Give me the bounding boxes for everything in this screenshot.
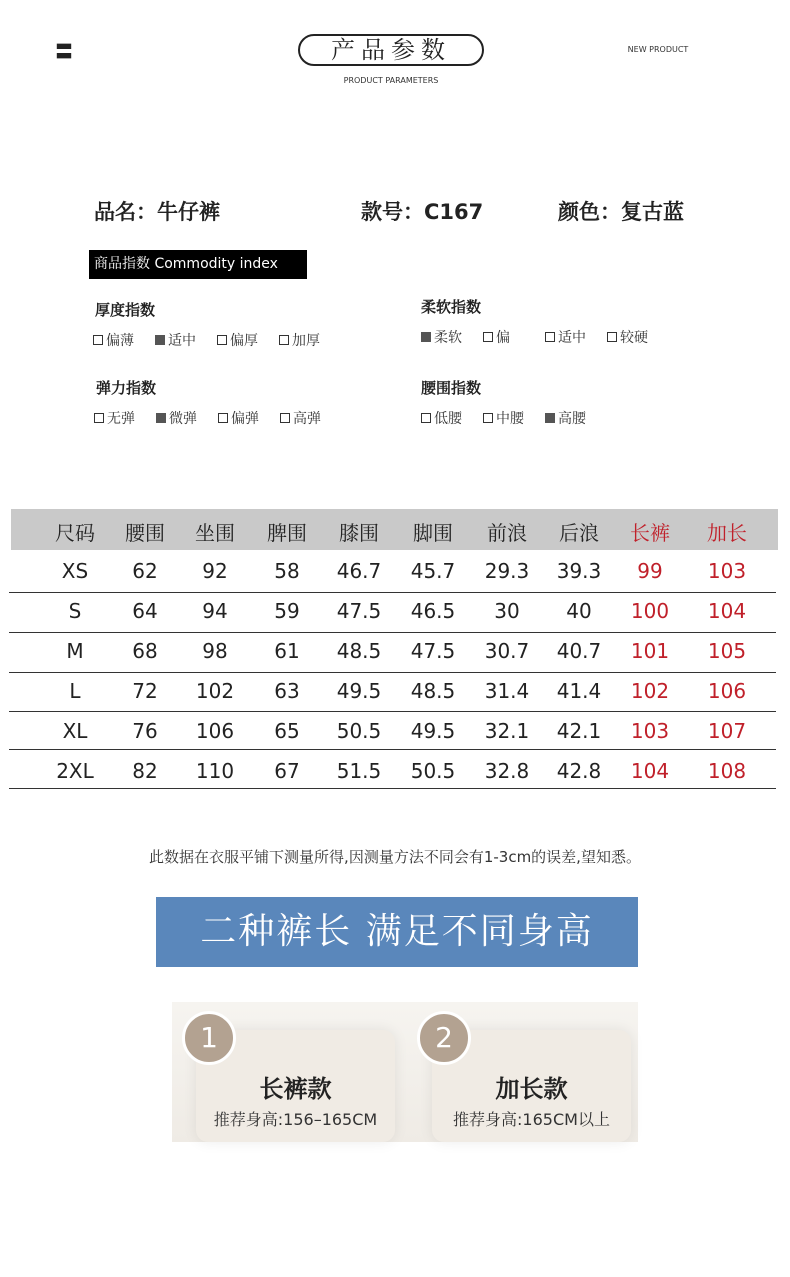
table-cell: 31.4 bbox=[484, 679, 530, 703]
checkbox-icon bbox=[218, 413, 228, 423]
option-label: 高弹 bbox=[293, 411, 321, 427]
elasticity-option bbox=[94, 408, 135, 428]
option-label: 微弹 bbox=[169, 411, 197, 427]
option-label: 无弹 bbox=[107, 411, 135, 427]
elasticity-options bbox=[94, 408, 354, 426]
new-product-label: NEW PRODUCT bbox=[627, 45, 689, 54]
table-header-cell: 脚围 bbox=[413, 521, 453, 545]
table-cell: 100 bbox=[630, 599, 670, 623]
table-cell: 101 bbox=[630, 639, 670, 663]
product-name-label: 品名： bbox=[94, 200, 157, 224]
product-style-label: 款号： bbox=[361, 200, 424, 224]
option-label: 偏薄 bbox=[106, 333, 134, 349]
length-card-subtitle: 推荐身高:156–165CM bbox=[213, 1110, 378, 1129]
table-cell: 94 bbox=[202, 599, 228, 623]
checkbox-icon bbox=[545, 332, 555, 342]
checkbox-icon bbox=[93, 335, 103, 345]
table-cell: 58 bbox=[274, 559, 300, 583]
table-cell: 65 bbox=[274, 719, 300, 743]
table-row-divider bbox=[9, 592, 776, 593]
checkbox-icon bbox=[280, 413, 290, 423]
table-cell: 47.5 bbox=[336, 599, 382, 623]
thickness-option bbox=[279, 330, 320, 350]
elasticity-option bbox=[218, 408, 259, 428]
option-label: 适中 bbox=[558, 330, 586, 346]
table-cell: 50.5 bbox=[410, 759, 456, 783]
elasticity-index-title: 弹力指数 bbox=[96, 379, 157, 397]
table-cell: 99 bbox=[637, 559, 663, 583]
thickness-option bbox=[217, 330, 258, 350]
checkbox-icon bbox=[607, 332, 617, 342]
table-cell: 76 bbox=[132, 719, 158, 743]
waist-option bbox=[545, 408, 586, 428]
table-header-cell: 脾围 bbox=[267, 521, 307, 545]
product-color-label: 颜色： bbox=[558, 200, 621, 224]
table-cell: 62 bbox=[132, 559, 158, 583]
table-cell: 67 bbox=[274, 759, 300, 783]
thickness-option bbox=[93, 330, 134, 350]
table-row-divider bbox=[9, 672, 776, 673]
table-cell: 64 bbox=[132, 599, 158, 623]
table-cell: 59 bbox=[274, 599, 300, 623]
option-label: 高腰 bbox=[558, 411, 586, 427]
table-cell: XL bbox=[62, 719, 88, 743]
checkbox-icon bbox=[483, 413, 493, 423]
table-row-divider bbox=[9, 711, 776, 712]
table-cell: 49.5 bbox=[410, 719, 456, 743]
checkbox-icon bbox=[217, 335, 227, 345]
table-cell: 51.5 bbox=[336, 759, 382, 783]
table-header-cell: 膝围 bbox=[339, 521, 379, 545]
table-header-cell: 前浪 bbox=[487, 521, 527, 545]
option-label: 偏 bbox=[496, 330, 510, 346]
table-cell: 42.1 bbox=[556, 719, 602, 743]
checkbox-checked-icon bbox=[155, 335, 165, 345]
checkbox-icon bbox=[421, 413, 431, 423]
thickness-options bbox=[93, 330, 353, 348]
table-cell: 40.7 bbox=[556, 639, 602, 663]
table-cell: 49.5 bbox=[336, 679, 382, 703]
table-cell: 30 bbox=[494, 599, 520, 623]
table-cell: 98 bbox=[202, 639, 228, 663]
softness-option bbox=[421, 327, 462, 347]
table-header-cell: 后浪 bbox=[559, 521, 599, 545]
page-title: 产品参数 bbox=[298, 34, 484, 66]
waist-options bbox=[421, 408, 621, 426]
table-cell: 40 bbox=[566, 599, 592, 623]
softness-option bbox=[545, 327, 586, 347]
table-cell: 107 bbox=[707, 719, 747, 743]
length-card-title: 长裤款 bbox=[259, 1075, 332, 1103]
option-label: 加厚 bbox=[292, 333, 320, 349]
table-cell: 47.5 bbox=[410, 639, 456, 663]
waist-option bbox=[421, 408, 462, 428]
number-badge: 2 bbox=[417, 1011, 471, 1065]
table-cell: 106 bbox=[195, 719, 235, 743]
option-label: 低腰 bbox=[434, 411, 462, 427]
softness-index-title: 柔软指数 bbox=[421, 298, 482, 316]
length-card-subtitle: 推荐身高:165CM以上 bbox=[453, 1110, 610, 1129]
length-banner: 二种裤长 满足不同身高 bbox=[156, 897, 638, 967]
table-cell: 46.7 bbox=[336, 559, 382, 583]
measurement-note: 此数据在衣服平铺下测量所得,因测量方法不同会有1-3cm的误差,望知悉。 bbox=[149, 848, 641, 866]
table-cell: L bbox=[69, 679, 81, 703]
thickness-option bbox=[155, 330, 196, 350]
product-color-value: 复古蓝 bbox=[621, 200, 684, 224]
table-cell: 61 bbox=[274, 639, 300, 663]
option-label: 中腰 bbox=[496, 411, 524, 427]
page-subtitle: PRODUCT PARAMETERS bbox=[343, 76, 439, 85]
table-header-cell: 加长 bbox=[707, 521, 747, 545]
waist-index-title: 腰围指数 bbox=[421, 379, 482, 397]
table-header-cell: 坐围 bbox=[195, 521, 235, 545]
table-cell: 45.7 bbox=[410, 559, 456, 583]
table-cell: 46.5 bbox=[410, 599, 456, 623]
table-cell: 41.4 bbox=[556, 679, 602, 703]
table-cell: 39.3 bbox=[556, 559, 602, 583]
number-badge: 1 bbox=[182, 1011, 236, 1065]
table-cell: 48.5 bbox=[336, 639, 382, 663]
checkbox-icon bbox=[94, 413, 104, 423]
waist-option bbox=[483, 408, 524, 428]
product-name-value: 牛仔裤 bbox=[157, 200, 220, 224]
option-label: 偏弹 bbox=[231, 411, 259, 427]
checkbox-icon bbox=[279, 335, 289, 345]
table-cell: 50.5 bbox=[336, 719, 382, 743]
table-cell: 110 bbox=[195, 759, 235, 783]
table-cell: M bbox=[66, 639, 84, 663]
table-cell: 30.7 bbox=[484, 639, 530, 663]
product-name bbox=[94, 196, 220, 226]
option-label: 较硬 bbox=[620, 330, 648, 346]
table-cell: 92 bbox=[202, 559, 228, 583]
product-color bbox=[558, 196, 684, 226]
option-label: 偏厚 bbox=[230, 333, 258, 349]
table-header-cell: 尺码 bbox=[55, 521, 95, 545]
table-cell: 103 bbox=[707, 559, 747, 583]
table-cell: 2XL bbox=[56, 759, 94, 783]
table-cell: 63 bbox=[274, 679, 300, 703]
table-header-cell: 腰围 bbox=[125, 521, 165, 545]
table-cell: 48.5 bbox=[410, 679, 456, 703]
elasticity-option bbox=[156, 408, 197, 428]
table-cell: 32.1 bbox=[484, 719, 530, 743]
table-cell: 106 bbox=[707, 679, 747, 703]
checkbox-icon bbox=[483, 332, 493, 342]
table-cell: 104 bbox=[630, 759, 670, 783]
table-cell: 32.8 bbox=[484, 759, 530, 783]
table-cell: 102 bbox=[630, 679, 670, 703]
thickness-index-title: 厚度指数 bbox=[95, 301, 156, 319]
table-cell: 68 bbox=[132, 639, 158, 663]
checkbox-checked-icon bbox=[156, 413, 166, 423]
elasticity-option bbox=[280, 408, 321, 428]
table-row-divider bbox=[9, 788, 776, 789]
softness-option bbox=[607, 327, 648, 347]
softness-options bbox=[421, 327, 681, 345]
commodity-index-banner: 商品指数 Commodity index bbox=[89, 250, 307, 279]
table-cell: 42.8 bbox=[556, 759, 602, 783]
table-cell: 108 bbox=[707, 759, 747, 783]
table-cell: 29.3 bbox=[484, 559, 530, 583]
table-cell: 105 bbox=[707, 639, 747, 663]
option-label: 柔软 bbox=[434, 330, 462, 346]
table-cell: 72 bbox=[132, 679, 158, 703]
length-card-title: 加长款 bbox=[495, 1075, 568, 1103]
menu-icon: 〓 bbox=[55, 42, 73, 63]
checkbox-checked-icon bbox=[545, 413, 555, 423]
product-style-value: C167 bbox=[424, 200, 484, 224]
softness-option bbox=[483, 327, 510, 347]
table-row-divider bbox=[9, 632, 776, 633]
table-cell: XS bbox=[61, 559, 89, 583]
table-cell: 102 bbox=[195, 679, 235, 703]
checkbox-checked-icon bbox=[421, 332, 431, 342]
option-label: 适中 bbox=[168, 333, 196, 349]
table-header-cell: 长裤 bbox=[630, 521, 670, 545]
table-row-divider bbox=[9, 749, 776, 750]
table-cell: S bbox=[68, 599, 82, 623]
table-cell: 104 bbox=[707, 599, 747, 623]
table-cell: 82 bbox=[132, 759, 158, 783]
table-cell: 103 bbox=[630, 719, 670, 743]
product-style bbox=[361, 196, 483, 226]
